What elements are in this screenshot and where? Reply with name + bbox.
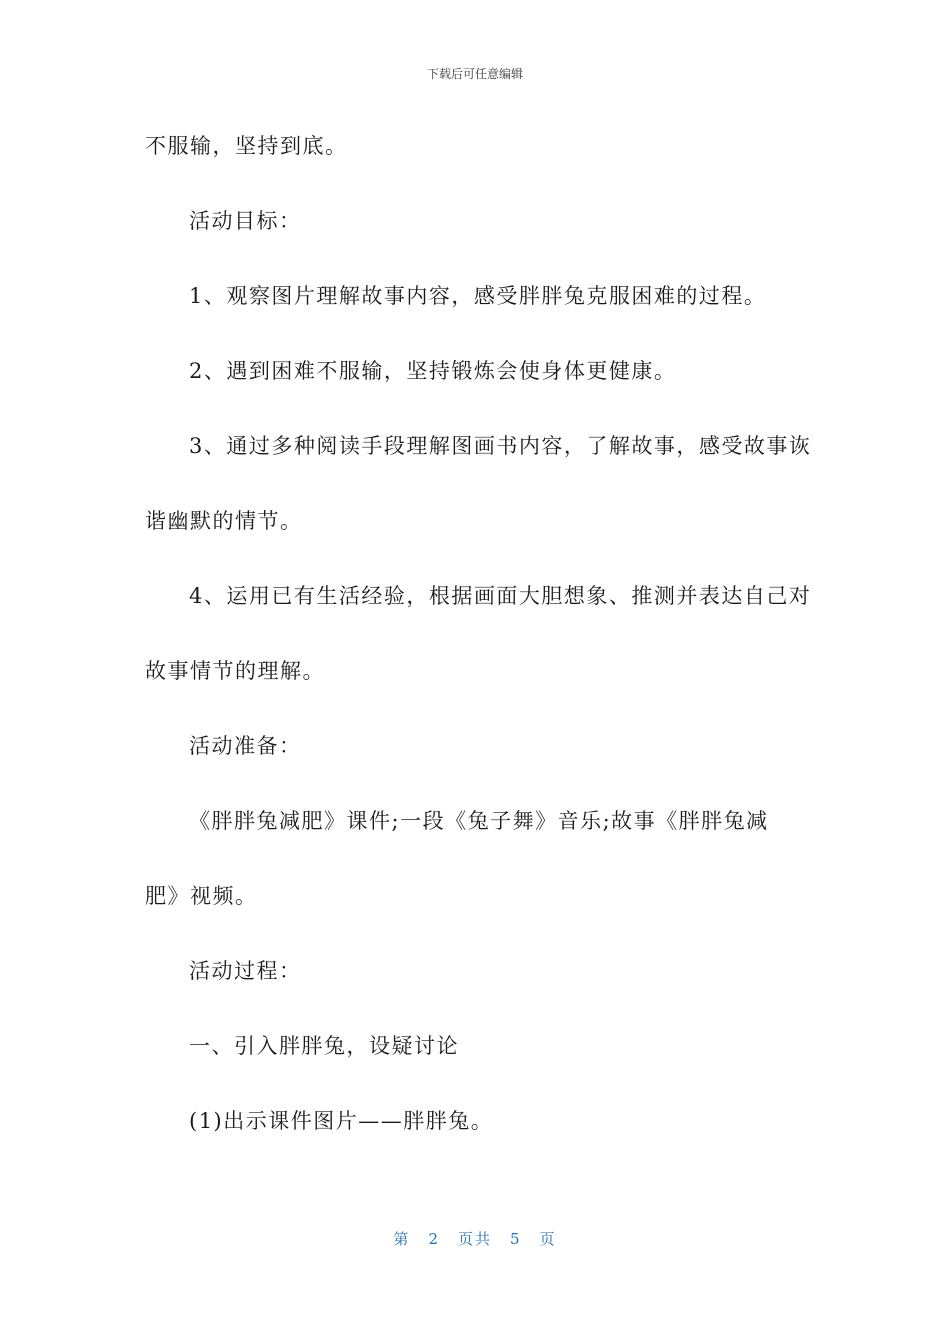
section-heading: 活动准备： <box>189 734 302 758</box>
section-heading: 活动目标： <box>189 209 302 233</box>
paragraph-line: 1、观察图片理解故事内容，感受胖胖兔克服困难的过程。 <box>189 284 767 308</box>
footer-prefix: 第 <box>393 1230 411 1248</box>
section-heading: 活动过程： <box>189 959 302 983</box>
total-page-count: 5 <box>510 1230 522 1248</box>
paragraph-line: 《胖胖兔减肥》课件;一段《兔子舞》音乐;故事《胖胖兔减 <box>189 809 769 833</box>
paragraph-line: (1)出示课件图片——胖胖兔。 <box>189 1109 494 1133</box>
footer-suffix: 页 <box>539 1230 557 1248</box>
paragraph-line: 4、运用已有生活经验，根据画面大胆想象、推测并表达自己对 <box>189 584 812 608</box>
paragraph-line: 肥》视频。 <box>145 884 258 908</box>
paragraph-line: 谐幽默的情节。 <box>145 509 303 533</box>
current-page-number: 2 <box>428 1230 440 1248</box>
paragraph-line: 2、遇到困难不服输，坚持锻炼会使身体更健康。 <box>189 359 677 383</box>
footer-middle: 页共 <box>457 1230 492 1248</box>
paragraph-line: 不服输，坚持到底。 <box>145 134 348 158</box>
page-footer <box>0 1229 950 1249</box>
paragraph-line: 一、引入胖胖兔，设疑讨论 <box>189 1034 459 1058</box>
paragraph-line: 3、通过多种阅读手段理解图画书内容，了解故事，感受故事诙 <box>189 434 812 458</box>
page-header: 下载后可任意编辑 <box>426 67 523 81</box>
paragraph-line: 故事情节的理解。 <box>145 659 325 683</box>
